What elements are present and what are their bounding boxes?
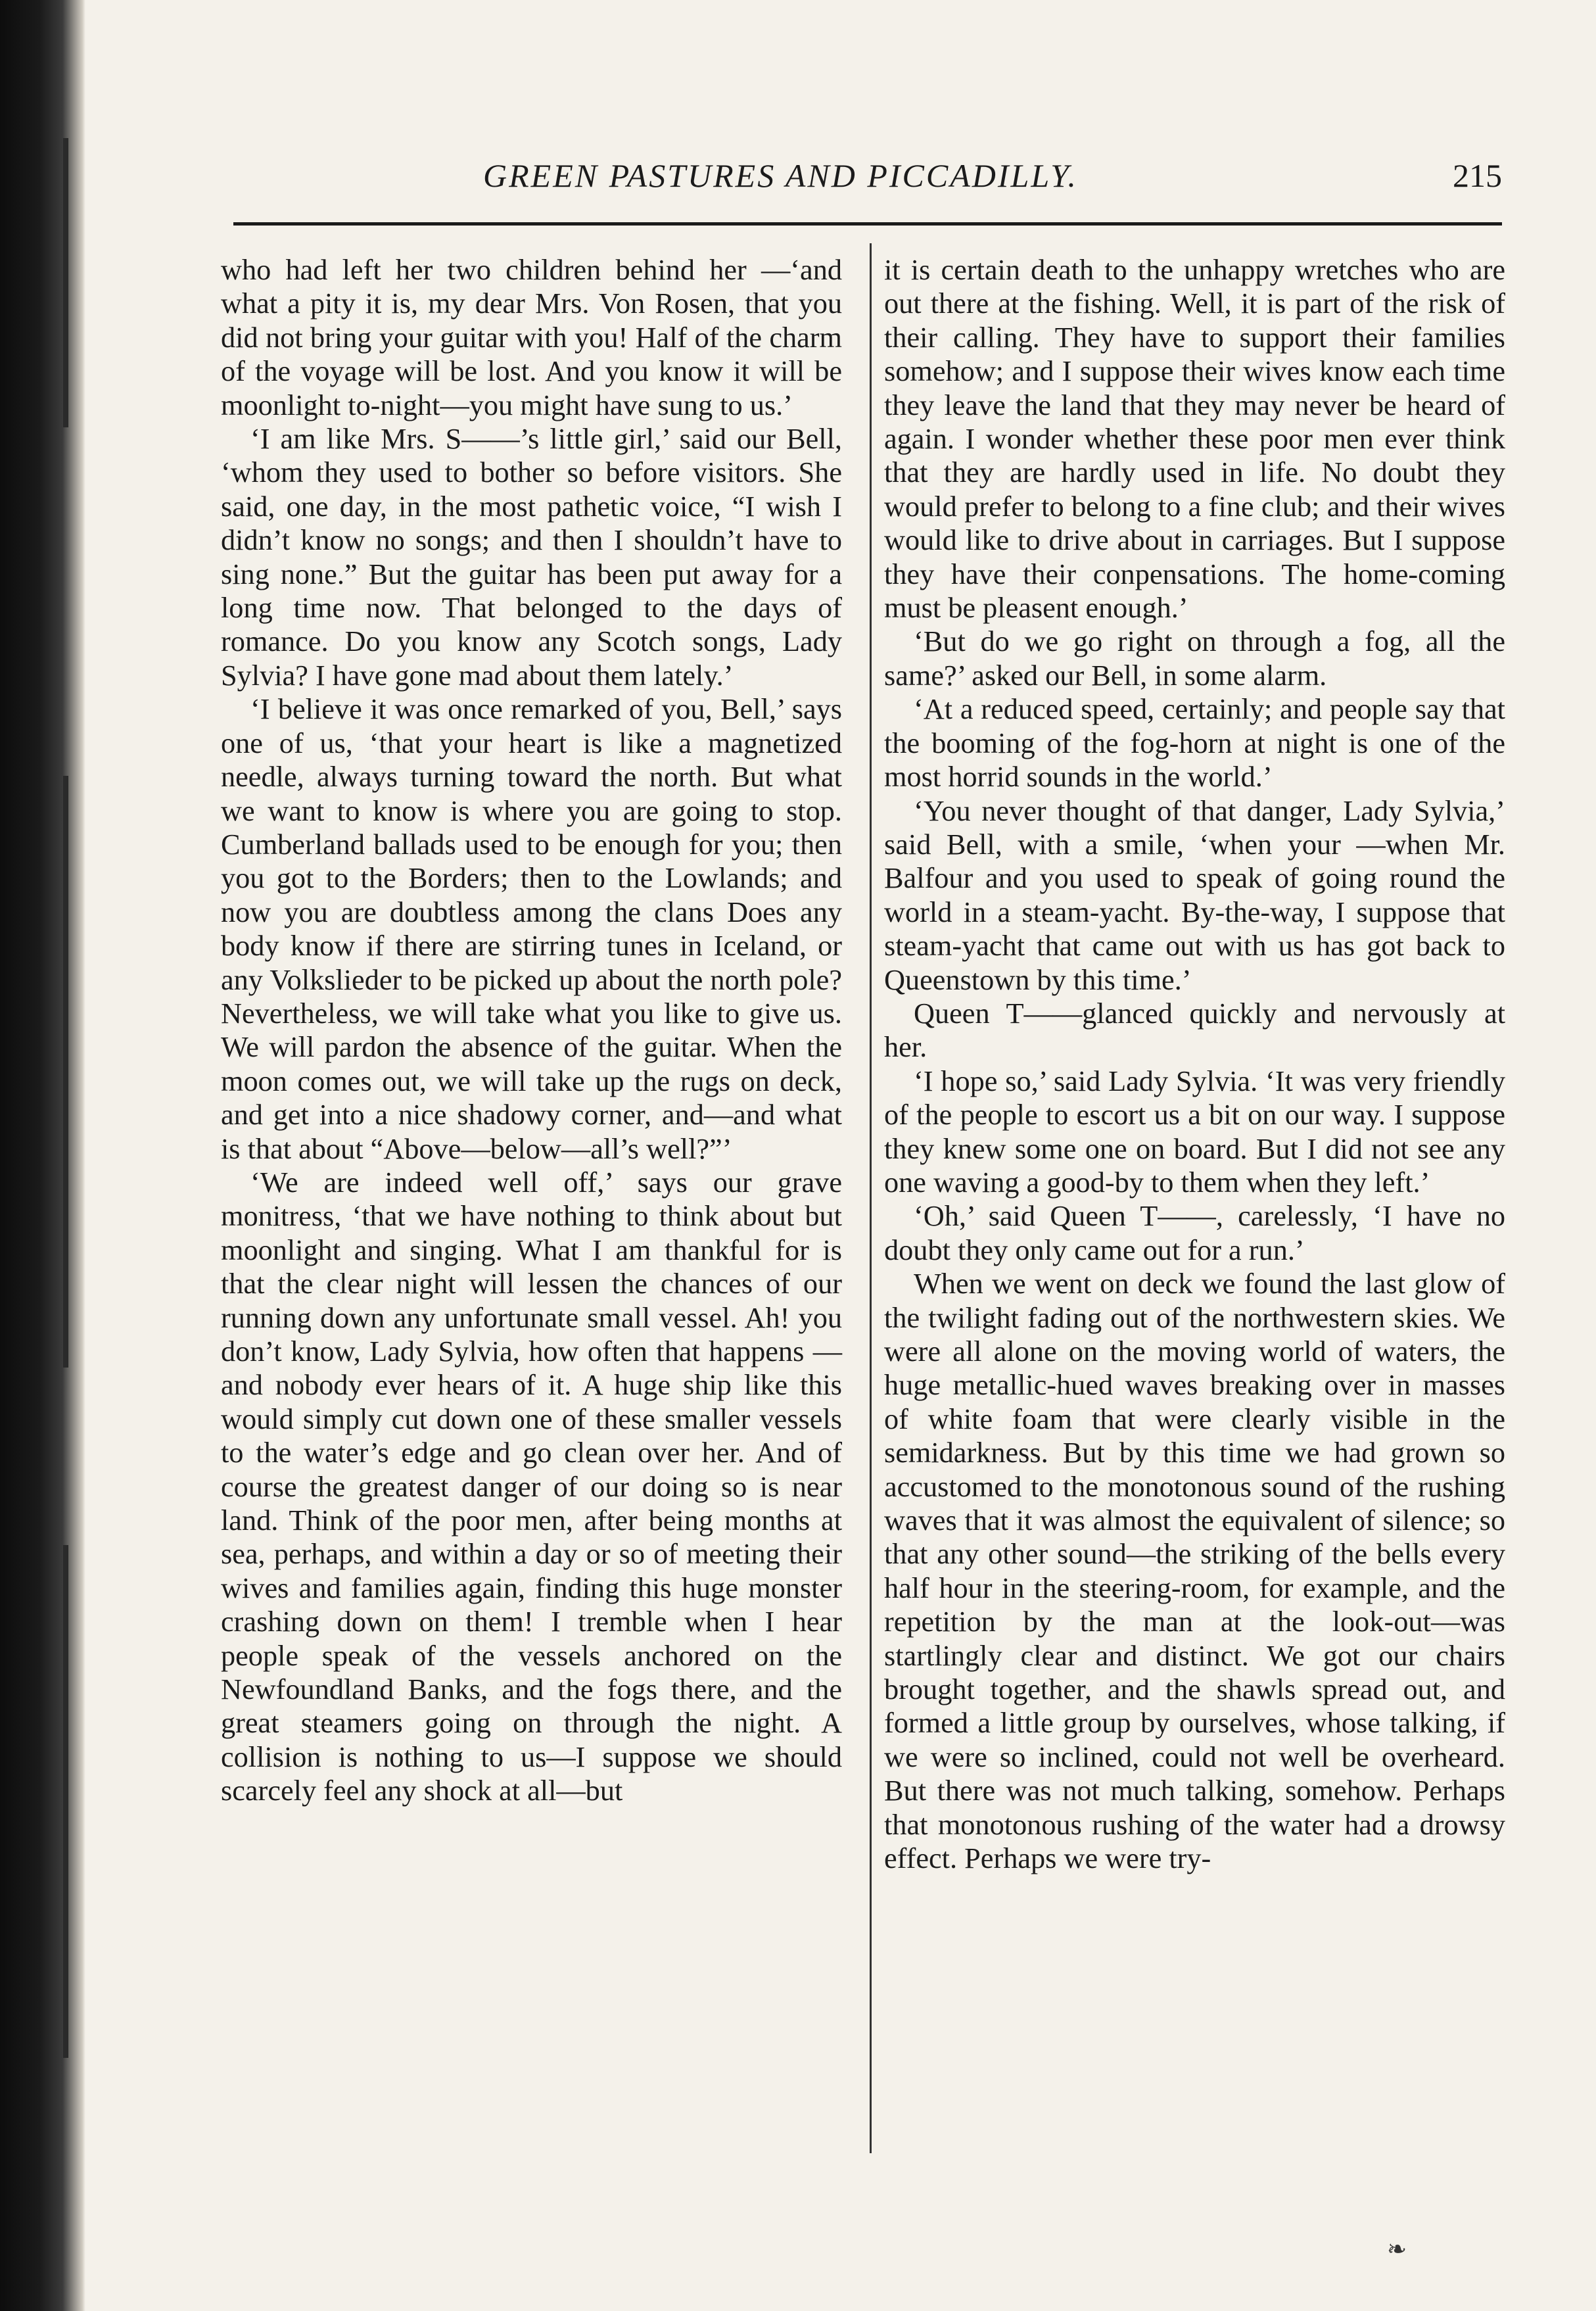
paragraph: ‘I hope so,’ said Lady Sylvia. ‘It was very friendly of the people to escort us a bit on our way. I suppose they knew some one on board. But I did not see any one waving a good-by to them when they left.’	[884, 1064, 1505, 1199]
header-rule	[233, 222, 1502, 226]
paragraph: who had left her two children behind her —‘and what a pity it is, my dear Mrs. Von Rosen, that you did not bring your guitar with you! Half of the charm of the voyage will be lost. And you know it will be moonlight to-night—you might have sung to us.’	[221, 254, 842, 421]
paragraph: ‘You never thought of that danger, Lady Sylvia,’ said Bell, with a smile, ‘when your —when Mr. Balfour and you used to speak of going round the world in a steam-yacht. By-the-way, I suppose that steam-yacht that came out with us has got back to Queenstown by this time.’	[884, 794, 1505, 996]
paragraph: ‘I believe it was once remarked of you, Bell,’ says one of us, ‘that your heart is like a magnetized needle, always turning toward the north. But what we want to know is where you are going to stop. Cumberland ballads used to be enough for you; then you got to the Borders; then to the Lowlands; and now you are doubtless among the clans Does any body know if there are stirring tunes in Iceland, or any Volkslieder to be picked up about the north pole? Nevertheless, we will take what you like to give us. We will pardon the absence of the guitar. When the moon comes out, we will take up the rugs on deck, and get into a nice shadowy corner, and—and what is that about “Above—below—all’s well?”’	[221, 693, 842, 1165]
page-header	[233, 156, 1502, 209]
paragraph: ‘I am like Mrs. S——’s little girl,’ said our Bell, ‘whom they used to bother so before visitors. She said, one day, in the most pathetic voice, “I wish I didn’t know no songs; and then I shouldn’t have to sing none.” But the guitar has been put away for a long time now. That belonged to the days of romance. Do you know any Scotch songs, Lady Sylvia? I have gone mad about them lately.’	[221, 423, 842, 692]
paragraph: it is certain death to the unhappy wretches who are out there at the fishing. Well, it is part of the risk of their calling. They have to support their families somehow; and I suppose their wives know each time they leave the land that they may never be heard of again. I wonder whether these poor men ever think that they are hardly used in life. No doubt they would prefer to belong to a fine club; and their wives would like to drive about in carriages. But I suppose they have their conpensations. The home-coming must be pleasent enough.’	[884, 254, 1505, 625]
spine-mark	[63, 776, 68, 1368]
paragraph: ‘We are indeed well off,’ says our grave monitress, ‘that we have nothing to think about but moonlight and singing. What I am thankful for is that the clear night will lessen the chances of our running down any unfortunate small vessel. Ah! you don’t know, Lady Sylvia, how often that happens —and nobody ever hears of it. A huge ship like this would simply cut down one of these smaller vessels to the water’s edge and go clean over her. And of course the greatest danger of our doing so is near land. Think of the poor men, after being months at sea, perhaps, and within a day or so of meeting their wives and families again, finding this huge monster crashing down on them! I tremble when I hear people speak of the vessels anchored on the Newfoundland Banks, and the fogs there, and the great steamers going on through the night. A collision is nothing to us—I suppose we should scarcely feel any shock at all—but	[221, 1166, 842, 1807]
paragraph: When we went on deck we found the last glow of the twilight fading out of the northwestern skies. We were all alone on the moving world of waters, the huge metallic-hued waves breaking over in masses of white foam that were clearly visible in the semidarkness. But by this time we had grown so accustomed to the monotonous sound of the rushing waves that it was almost the equivalent of silence; so that any other sound—the striking of the bells every half hour in the steering-room, for example, and the repetition by the man at the look-out—was startlingly clear and distinct. We got our chairs brought together, and the shawls spread out, and formed a little group by ourselves, whose talking, if we were so inclined, could not well be overheard. But there was not much talking, somehow. Perhaps that monotonous rushing of the water had a drowsy effect. Perhaps we were try-	[884, 1268, 1505, 1875]
paragraph: ‘But do we go right on through a fog, all the same?’ asked our Bell, in some alarm.	[884, 625, 1505, 692]
column-divider	[870, 243, 872, 2153]
paragraph: Queen T——glanced quickly and nervously at her.	[884, 997, 1505, 1064]
book-spine-shadow	[0, 0, 85, 2311]
spine-mark	[63, 138, 68, 427]
right-column	[884, 253, 1505, 1876]
paragraph: ‘At a reduced speed, certainly; and people say that the booming of the fog-horn at night is one of the most horrid sounds in the world.’	[884, 693, 1505, 794]
page-number: 215	[1453, 157, 1502, 194]
printer-ornament-icon: ❧	[1387, 2236, 1407, 2262]
paragraph: ‘Oh,’ said Queen T——, carelessly, ‘I have no doubt they only came out for a run.’	[884, 1200, 1505, 1266]
running-title: GREEN PASTURES AND PICCADILLY.	[483, 157, 1078, 194]
left-column	[221, 253, 842, 1808]
spine-mark	[63, 1545, 68, 2058]
